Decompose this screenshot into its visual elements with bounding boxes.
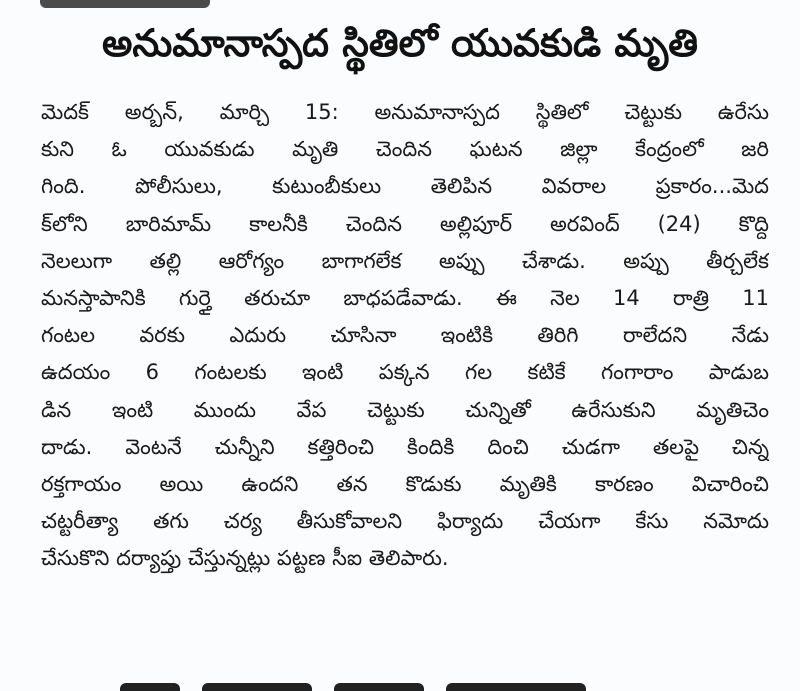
article-line: కుని ఓ యువకుడు మృతి చెందిన ఘటన జిల్లా కేంద్రంలో జరి (41, 137, 769, 162)
article-headline: అనుమానాస్పద స్థితిలో యువకుడి మృతి (102, 21, 698, 65)
glyph-fragment (202, 683, 312, 691)
article-line: గింది. పోలీసులు, కుటుంబీకులు తెలిపిన వివరాల ప్రకారం...మెద (41, 174, 769, 199)
article-line: చేసుకొని దర్యాప్తు చేస్తున్నట్లు పట్టణ సీఐ తెలిపారు. (41, 546, 449, 571)
article-line: చట్టరీత్యా తగు చర్య తీసుకోవాలని ఫిర్యాదు చేయగా కేసు నమోదు (41, 509, 769, 534)
glyph-fragment (446, 683, 586, 691)
article-line: మనస్తాపానికి గుర్తై తరుచూ బాధపడేవాడు. ఈ నెల 14 రాత్రి 11 (41, 285, 769, 310)
article-line: మెదక్ అర్బన్, మార్చి 15: అనుమానాస్పద స్థితిలో చెట్టుకు ఉరేసు (41, 100, 769, 124)
previous-headline-fragment (40, 0, 210, 8)
article-body (41, 94, 769, 577)
article-line: గంటల వరకు ఎదురు చూసినా ఇంటికి తిరిగి రాలేదని నేడు (41, 323, 769, 348)
article-line: క్‌లోని బారిమామ్ కాలనీకి చెందిన అల్లిపూర్ అరవింద్ (24) కొద్ది (41, 211, 769, 236)
article-line: రక్తగాయం అయి ఉందని తన కొడుకు మృతికి కారణం విచారించి (41, 471, 769, 496)
glyph-fragment (120, 683, 180, 691)
article-line: ఉదయం 6 గంటలకు ఇంటి పక్కన గల కటికే గంగారాం పాడుబ (41, 360, 769, 385)
glyph-fragment (334, 683, 424, 691)
next-headline-fragment (120, 676, 680, 691)
article-line: దాడు. వెంటనే చున్నీని కత్తిరించి కిందికి దించి చుడగా తలపై చిన్న (41, 434, 769, 459)
article-line: నెలలుగా తల్లి ఆరోగ్యం బాగాగలేక అప్పు చేశాడు. అప్పు తీర్చలేక (41, 248, 769, 273)
article-line: డిన ఇంటి ముందు వేప చెట్టుకు చున్నితో ఉరేసుకుని మృతిచెం (41, 397, 769, 422)
